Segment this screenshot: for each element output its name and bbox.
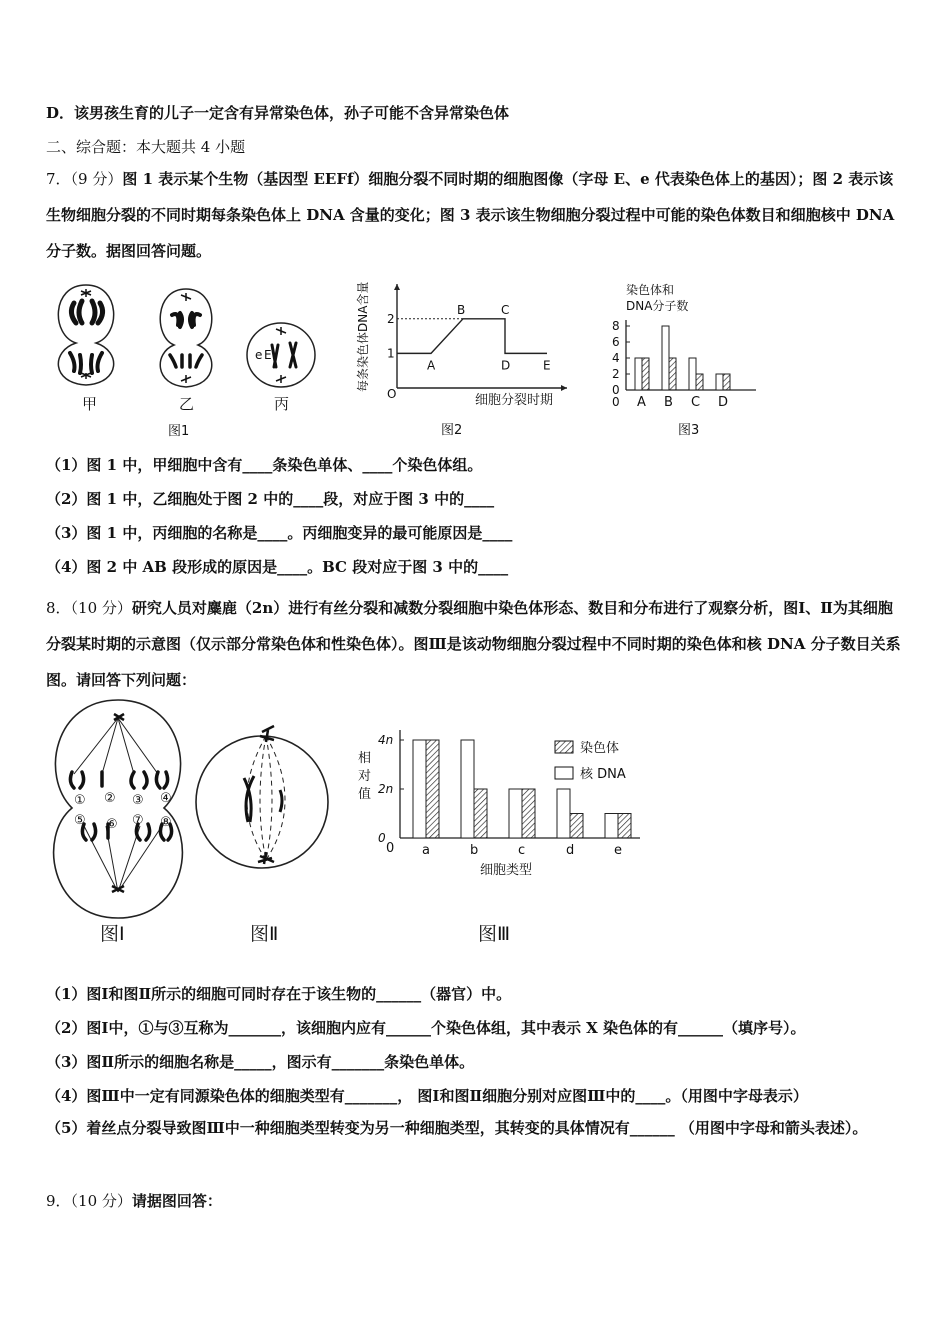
question-9-text: 请据图回答：	[131, 1192, 222, 1210]
question-8-text: 研究人员对麋鹿（2n）进行有丝分裂和减数分裂细胞中染色体形态、数目和分布进行了观察分析，图Ⅰ、Ⅱ为其细胞分裂某时期的示意图（仅示部分常染色体和性染色体）。图Ⅲ是该动物细胞分裂过程中不同时期的染色体和核 DNA 分子数目关系图。请回答下列问题：	[46, 599, 901, 689]
figIII-ylabel-1: 相	[358, 751, 372, 766]
figIII-bar-chromosome	[618, 814, 631, 839]
fig2-point-E: E	[543, 358, 551, 373]
figIII-category-label: b	[470, 843, 479, 858]
q7-sub-4: （4）图 2 中 AB 段形成的原因是____。BC 段对应于图 3 中的____	[46, 558, 509, 576]
figIII-ytick: 2n	[378, 782, 394, 796]
cell-yi	[160, 289, 212, 387]
figIII-bar-chromosome	[474, 789, 487, 838]
figure-I-caption: 图Ⅰ	[100, 923, 125, 945]
fig3-bar-chromosome	[723, 374, 730, 390]
figIII-category-label: c	[518, 843, 526, 858]
cell-label-jia: 甲	[82, 395, 98, 413]
option-d-text: D．该男孩生育的儿子一定含有异常染色体，孙子可能不含异常染色体	[46, 104, 510, 122]
figIII-category-label: e	[614, 843, 622, 858]
fig3-bar-dna	[716, 374, 723, 390]
fig3-bar-chromosome	[669, 358, 676, 390]
question-7-text: 图 1 表示某个生物（基因型 EEFf）细胞分裂不同时期的细胞图像（字母 E、e 代表染色体上的基因）；图 2 表示该生物细胞分裂的不同时期每条染色体上 DNA 含量的变化；图 3 表示该生物细胞分裂过程中可能的染色体数目和细胞核中 DNA 分子数。据图回答问题。	[46, 170, 895, 260]
figI-num-4: ④	[160, 791, 172, 806]
q7-sub-1: （1）图 1 中，甲细胞中含有____条染色单体、____个染色体组。	[46, 456, 483, 474]
figure-III	[350, 730, 660, 950]
fig3-category-label: A	[637, 395, 646, 410]
fig3-ytick: 0	[612, 383, 620, 397]
fig3-bar-dna	[689, 358, 696, 390]
gene-label-e: e	[255, 348, 263, 362]
figure-II-caption: 图Ⅱ	[250, 923, 279, 945]
section-title: 二、综合题：本大题共 4 小题	[46, 138, 246, 156]
figure-2-xlabel: 细胞分裂时期	[475, 393, 554, 408]
figure-I	[44, 696, 194, 948]
figIII-bar-chromosome	[522, 789, 535, 838]
figure-1	[46, 275, 346, 445]
fig2-point-A: A	[427, 358, 436, 373]
fig3-bar-dna	[662, 326, 669, 390]
figure-2-ylabel: 每条染色体DNA含量	[356, 281, 370, 392]
figIII-bar-chromosome	[426, 740, 439, 838]
figI-num-8: ⑧	[160, 815, 172, 830]
fig2-x-arrow	[561, 385, 567, 391]
figI-num-7: ⑦	[132, 813, 144, 828]
question-9	[46, 1190, 906, 1211]
figure-2-caption: 图2	[441, 423, 463, 438]
q8-sub-2: （2）图Ⅰ中，①与③互称为_______，该细胞内应有______个染色体组，其中表示 X 染色体的有______（填序号）。	[46, 1019, 806, 1037]
figI-num-5: ⑤	[74, 813, 86, 828]
figI-num-6: ⑥	[106, 817, 118, 832]
fig3-category-label: B	[664, 395, 673, 410]
fig3-ytick: 8	[612, 319, 620, 333]
figure-II	[194, 712, 334, 948]
figure-2-origin: O	[387, 387, 397, 401]
question-8-stem	[46, 590, 906, 698]
figIII-bar-dna	[509, 789, 522, 838]
figIII-bar-dna	[557, 789, 570, 838]
figure-III-caption: 图Ⅲ	[478, 923, 511, 945]
q8-sub-3: （3）图Ⅱ所示的细胞名称是_____，图示有_______条染色单体。	[46, 1053, 475, 1071]
legend-chrom-label: 染色体	[580, 741, 620, 756]
question-8-points: （10 分）	[70, 599, 132, 617]
figIII-category-label: d	[566, 843, 575, 858]
q8-sub-1: （1）图Ⅰ和图Ⅱ所示的细胞可同时存在于该生物的______（器官）中。	[46, 985, 512, 1003]
fig2-point-B: B	[457, 302, 466, 317]
question-9-points: （10 分）	[70, 1192, 132, 1210]
figure-3-ylabel-1: 染色体和	[626, 283, 675, 297]
figIII-xlabel: 细胞类型	[480, 863, 533, 878]
fig3-bar-chromosome	[696, 374, 703, 390]
figIII-ytick: 4n	[378, 733, 394, 747]
cell-jia	[58, 285, 113, 385]
fig3-category-label: C	[691, 395, 701, 410]
figIII-bar-dna	[461, 740, 474, 838]
figure-2	[355, 272, 580, 442]
question-7-number: 7．	[46, 170, 71, 188]
figIII-bar-chromosome	[570, 814, 583, 839]
cell-label-yi: 乙	[179, 395, 195, 413]
q8-sub-4: （4）图Ⅲ中一定有同源染色体的细胞类型有_______， 图Ⅰ和图Ⅱ细胞分别对应图Ⅲ中的____。（用图中字母表示）	[46, 1087, 808, 1105]
figure-3-caption: 图3	[678, 423, 700, 438]
fig2-line	[397, 319, 547, 354]
q8-sub-5: （5）着丝点分裂导致图Ⅲ中一种细胞类型转变为另一种细胞类型，其转变的具体情况有______ （用图中字母和箭头表述）。	[46, 1119, 868, 1137]
fig2-point-C: C	[501, 302, 510, 317]
figIII-category-label: a	[422, 843, 430, 858]
legend-chrom-swatch	[555, 741, 573, 753]
cell-label-bing: 丙	[274, 395, 290, 413]
legend-dna-swatch	[555, 767, 573, 779]
question-8-number: 8．	[46, 599, 71, 617]
fig2-point-D: D	[501, 358, 511, 373]
question-7-stem	[46, 161, 906, 269]
legend-dna-label: 核 DNA	[580, 767, 626, 782]
figIII-ylabel-3: 值	[358, 787, 372, 802]
fig2-y-arrow	[394, 284, 400, 290]
figI-num-3: ③	[132, 793, 144, 808]
figure-3	[600, 278, 770, 443]
question-9-number: 9．	[46, 1192, 71, 1210]
fig3-bar-dna	[635, 358, 642, 390]
figure-1-caption: 图1	[168, 424, 190, 439]
gene-label-E: E	[264, 348, 272, 362]
fig3-origin: 0	[612, 395, 620, 409]
fig2-ytick-label: 2	[387, 311, 395, 326]
figIII-bar-dna	[605, 814, 618, 839]
figIII-bar-dna	[413, 740, 426, 838]
fig3-category-label: D	[718, 395, 729, 410]
q7-sub-3: （3）图 1 中，丙细胞的名称是____。丙细胞变异的最可能原因是____	[46, 524, 513, 542]
figI-num-2: ②	[104, 791, 116, 806]
figI-num-1: ①	[74, 793, 86, 808]
question-7-points: （9 分）	[70, 170, 123, 188]
q7-sub-2: （2）图 1 中，乙细胞处于图 2 中的____段，对应于图 3 中的____	[46, 490, 495, 508]
figIII-ytick: 0	[378, 831, 386, 845]
fig3-ytick: 6	[612, 335, 620, 349]
fig3-bar-chromosome	[642, 358, 649, 390]
figure-3-ylabel-2: DNA分子数	[626, 299, 689, 313]
figIII-origin: 0	[386, 841, 395, 856]
fig3-ytick: 2	[612, 367, 620, 381]
fig2-ytick-label: 1	[387, 346, 395, 361]
fig3-ytick: 4	[612, 351, 620, 365]
figIII-ylabel-2: 对	[358, 769, 372, 784]
